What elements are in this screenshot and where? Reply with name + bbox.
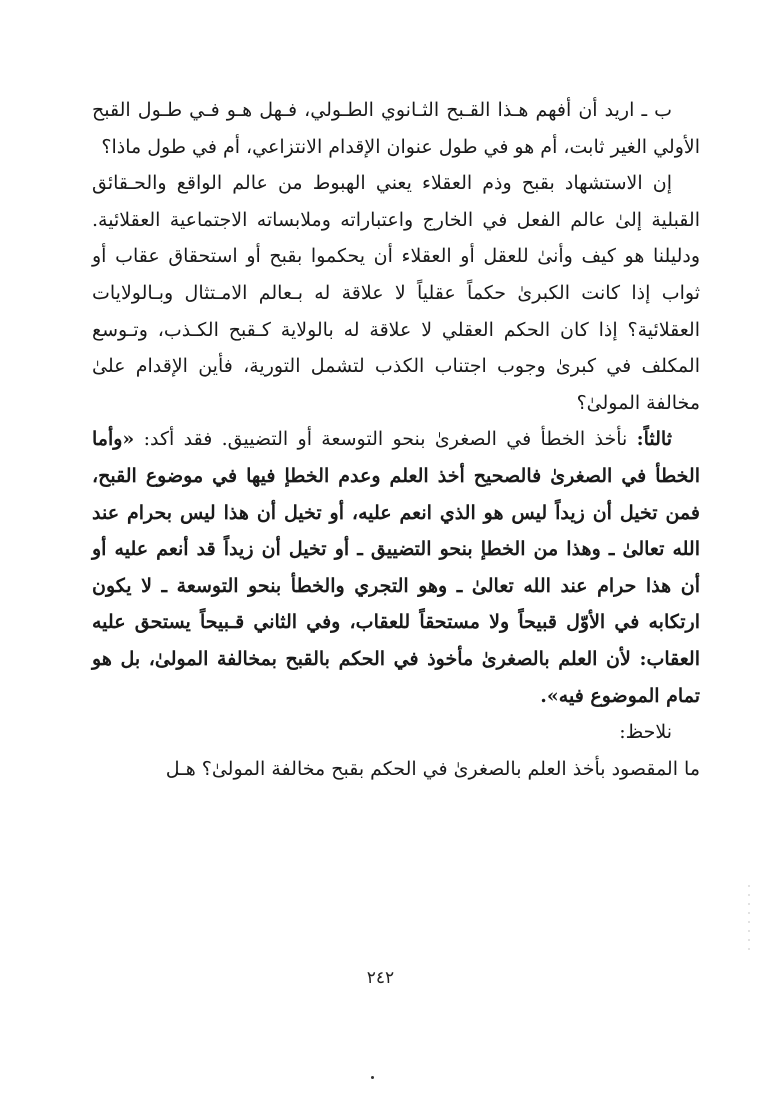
paragraph-rational-blame: إن الاستشهاد بقبح وذم العقلاء يعني الهبوط من عالم الواقع والحـقائق القبلية إلىٰ عالم الفعل في الخارج واعتباراته وملابساته الاجتماعية العقلائية. ودليلنا هو كيف وأنىٰ للعقل أو العقلاء أن يحكموا بقبح أو استحقاق عقاب أو ثواب إذا كانت الكبرىٰ حكماً عقلياً لا علاقة له بـعالم الامـتثال وبـالولايات العقلائية؟ إذا كان الحكم العقلي لا علاقة له بالولاية كـقبح الكـذب، وتـوسع المكلف في كبرىٰ وجوب اجتناب الكذب لتشمل التورية، فأين الإقدام علىٰ مخالفة المولىٰ؟ [92, 172, 700, 414]
scan-edge-marks [748, 885, 750, 955]
quoted-passage: «وأما الخطأ في الصغرىٰ فالصحيح أخذ العلم وعدم الخطإ فيها في موضوع القبح، فمن تخيل أن زيداً ليس هو الذي انعم عليه، أو تخيل أن هذا ليس بحرام عند الله تعالىٰ ـ وهذا من الخطإ بنحو التضييق ـ أو تخيل أن زيداً قد أنعم عليه أو أن هذا حرام عند الله تعالىٰ ـ وهو التجري والخطأ بنحو التوسعة ـ لا يكون ارتكابه في الأوّل قبيحاً ولا مستحقاً للعقاب، وفي الثاني قـبيحاً يستحق عليه العقاب: لأن العلم بالصغرىٰ مأخوذ في الحكم بالقبح بمخالفة المولىٰ، بل هو تمام الموضوع فيه». [92, 428, 700, 707]
scan-dot [371, 1076, 374, 1079]
paragraph-question-b: ب ـ اريد أن أفهم هـذا القـبح الثـانوي الطـولي، فـهل هـو فـي طـول القبح الأولي الغير ثابت، أم هو في طول عنوان الإقدام الانتزاعي، أم في طول ماذا؟ [92, 99, 700, 158]
final-line: ما المقصود بأخذ العلم بالصغرىٰ في الحكم بقبح مخالفة المولىٰ؟ هـل [165, 757, 700, 780]
third-point-intro: نأخذ الخطأ في الصغرىٰ بنحو التوسعة أو التضييق. فقد أكد: [134, 428, 637, 451]
third-point-label: ثالثاً: [636, 428, 672, 451]
main-text [92, 92, 700, 787]
paragraph-third-point [92, 421, 700, 714]
page-number: ٢٤٢ [366, 968, 395, 988]
note-label: نلاحظ: [619, 721, 672, 744]
